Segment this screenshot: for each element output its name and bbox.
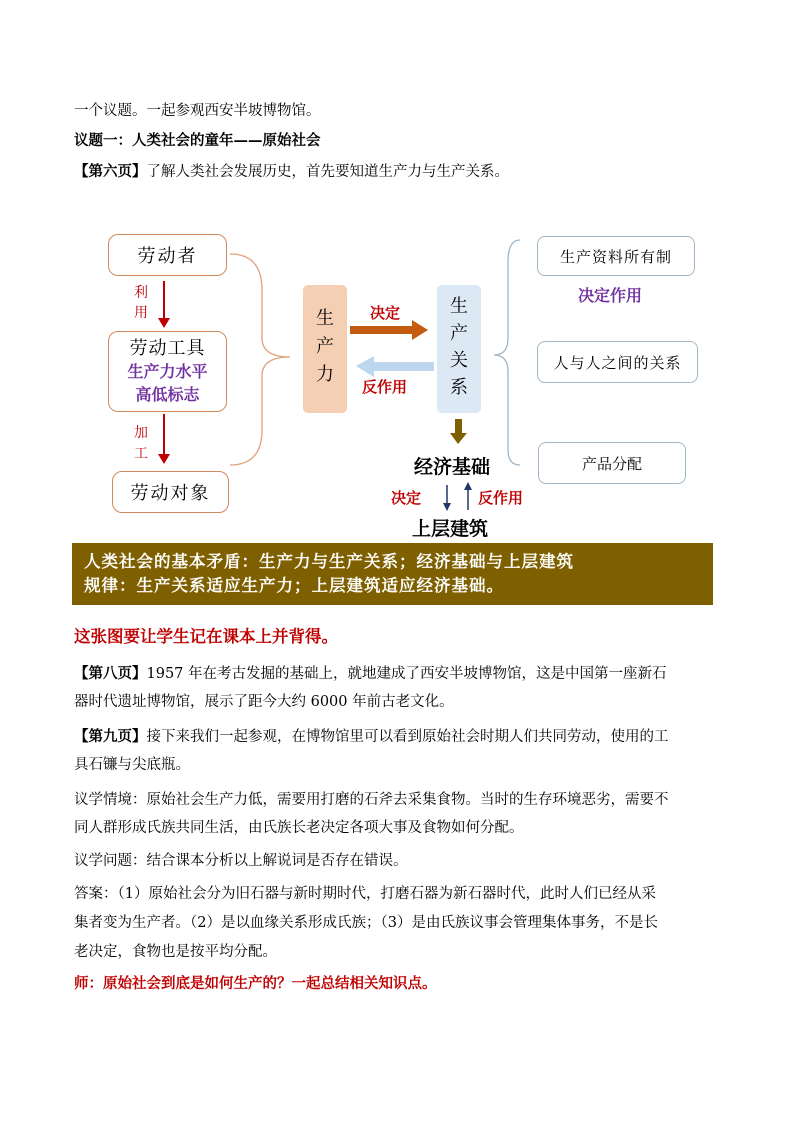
decide-arrow [350,326,414,334]
banner-line-1: 人类社会的基本矛盾：生产力与生产关系；经济基础与上层建筑 [84,552,574,571]
right-brace [494,240,520,465]
decide-arrow-head [412,320,428,340]
tool-sub1: 生产力水平 [127,362,208,381]
laborer-box [108,234,227,276]
process-arrow-head [158,454,170,464]
answer-line-3 [74,942,734,962]
page6-tag: 【第六页】 [74,163,147,180]
memorize-note-text: 这张图要让学生记在课本上并背得。 [74,627,338,646]
teacher-text: 师：原始社会到底是如何生产的？一起总结相关知识点。 [74,975,437,992]
topic-title: 议题一：人类社会的童年——原始社会 [74,132,321,149]
relations-char-2: 产 [450,323,468,344]
teacher-line [74,974,734,994]
page8-tag: 【第八页】 [74,665,147,682]
question-text: 议学问题：结合课本分析以上解说词是否存在错误。 [74,853,408,869]
page6-text: 了解人类社会发展历史，首先要知道生产力与生产关系。 [146,164,509,180]
use-label-2: 用 [134,305,148,321]
react2-arrow-head [464,482,472,490]
laborer-label: 劳动者 [137,246,198,267]
answer-text-2: 集者变为生产者。（2）是以血缘关系形成氏族；（3）是由氏族议事会管理集体事务，不是长 [74,915,658,931]
intro-text: 一个议题。一起参观西安半坡博物馆。 [74,103,321,119]
decide2-arrow-head [443,503,451,511]
ownership-role: 决定作用 [578,286,643,305]
productivity-label [303,305,347,389]
page9-tag: 【第九页】 [74,728,147,745]
banner-line-2: 规律：生产关系适应生产力；上层建筑适应经济基础。 [84,576,504,595]
page8-text-1: 1957 年在考古发掘的基础上，就地建成了西安半坡博物馆，这是中国第一座新石 [146,666,667,682]
left-brace [230,254,290,465]
relations-char-1: 生 [450,296,468,317]
page8-text-2: 器时代遗址博物馆，展示了距今大约 6000 年前古老文化。 [74,694,454,710]
page9-text-2: 具石镰与尖底瓶。 [74,757,190,773]
situation-line-2 [74,818,734,838]
process-label-1: 加 [134,425,148,441]
tool-label: 劳动工具 [129,338,206,359]
question-line [74,851,734,871]
productivity-char-1: 生 [316,308,334,329]
page8-line-1 [74,664,734,684]
decide2-label: 决定 [391,489,422,507]
react-label: 反作用 [362,378,408,396]
answer-text-3: 老决定，食物也是按平均分配。 [74,944,277,960]
react-arrow-head [356,356,374,377]
page9-text-1: 接下来我们一起参观，在博物馆里可以看到原始社会时期人们共同劳动，使用的工 [146,729,669,745]
productivity-char-2: 产 [316,336,334,357]
page8-line-2 [74,692,734,712]
relations-label [437,293,481,401]
productivity-char-3: 力 [316,364,334,385]
answer-line-1 [74,884,734,904]
use-arrow-head [158,318,170,328]
answer-text-1: 答案：（1）原始社会分为旧石器与新时期时代，打磨石器为新石器时代，此时人们已经从采 [74,886,656,902]
use-label-1: 利 [134,285,148,301]
memorize-note [74,627,734,647]
interpersonal-label: 人与人之间的关系 [553,353,682,372]
ownership-box [537,236,695,276]
use-label [134,283,148,323]
base-arrow-head [450,433,467,444]
object-label: 劳动对象 [130,483,211,504]
react2-label: 反作用 [478,489,524,507]
tool-sub2: 高低标志 [135,385,200,404]
tool-box [108,331,227,412]
react-arrow [372,362,434,371]
relations-char-3: 关 [450,350,468,371]
process-label [134,423,148,465]
base-arrow [455,419,462,435]
interpersonal-box [537,341,698,383]
page9-line-2 [74,755,734,775]
object-box [112,471,229,513]
distribution-label: 产品分配 [581,454,642,473]
process-label-2: 工 [134,446,148,462]
relations-char-4: 系 [450,377,468,398]
situation-text-2: 同人群形成氏族共同生活，由氏族长老决定各项大事及食物如何分配。 [74,820,524,836]
page9-line-1 [74,727,734,747]
distribution-box [538,442,686,484]
situation-line-1 [74,790,734,810]
answer-line-2 [74,913,734,933]
ownership-label: 生产资料所有制 [559,247,672,266]
situation-text-1: 议学情境：原始社会生产力低，需要用打磨的石斧去采集食物。当时的生存环境恶劣，需要不 [74,792,669,808]
superstructure-label: 上层建筑 [412,518,489,540]
contradiction-banner [72,543,713,605]
decide-label: 决定 [370,304,401,322]
economic-base-label: 经济基础 [414,456,491,478]
